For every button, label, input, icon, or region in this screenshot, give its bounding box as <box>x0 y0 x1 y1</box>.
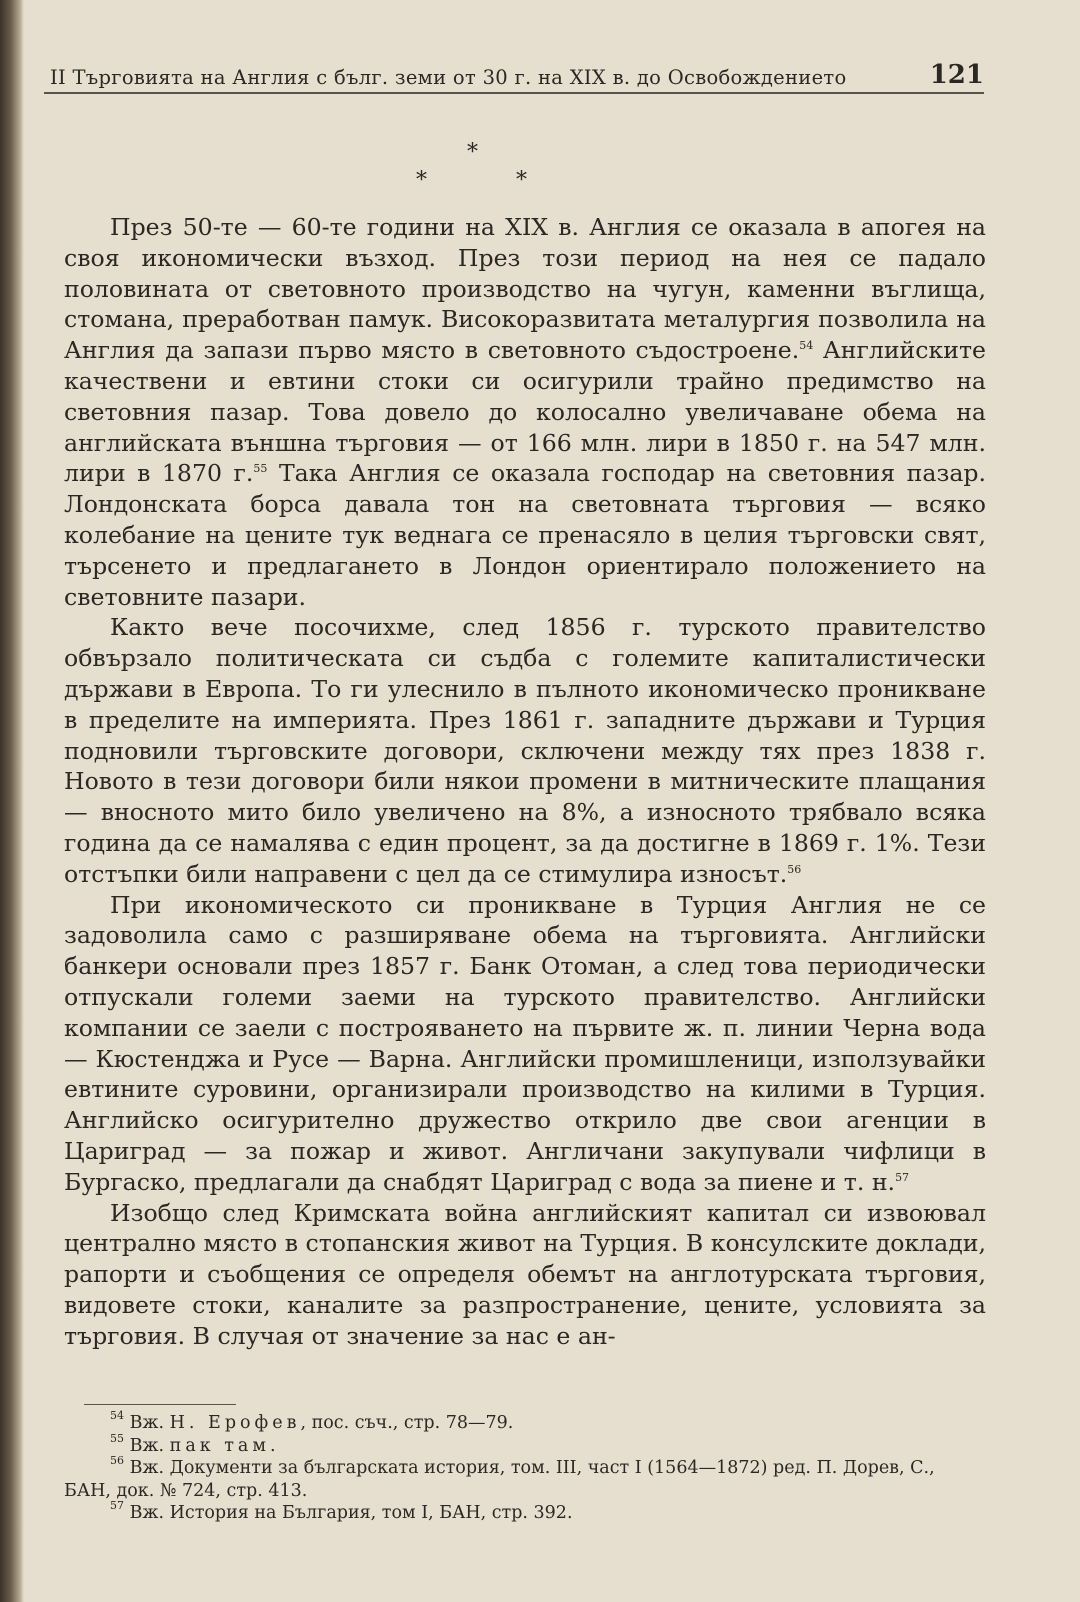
footnote-reference: 54 <box>799 339 814 353</box>
footnote-reference: 56 <box>787 862 802 876</box>
footnote-text: Вж. <box>124 1413 170 1433</box>
paragraph-text: През 50-те — 60-те години на XIX в. Англия се оказала в апогея на своя икономически възход. През този период на нея се падало половината от световното производство на чугун, каменни въглища, стомана, преработван памук. Високоразвитата металургия позволила на Англия да запази първо място в световното съдостроене. <box>64 213 986 365</box>
footnote-text: , пос. съч., стр. 78—79. <box>300 1413 514 1433</box>
footnote-spaced-text: пак там <box>169 1435 270 1456</box>
paragraph <box>64 212 986 612</box>
paragraph-text: При икономическото си проникване в Турция Англия не се задоволила само с разширяване обема на търговията. Английски банкери основали през 1857 г. Банк Отоман, а след това периодически отпускали големи заеми на турското правителство. Английски компании се заели с построяването на първите ж. п. линии Черна вода — Кюстенджа и Русе — Варна. Английски промишленици, използувайки евтините суровини, организирали производство на килими в Турция. Английско осигурително дружество открило две свои агенции в Цариград — за пожар и живот. Англичани закупували чифлици в Бургаско, предлагали да снабдят Цариград с вода за пиене и т. н. <box>64 890 986 1196</box>
footnote-text: Вж. Документи за българската история, том. III, част I (1564—1872) ред. П. Дорев, С., БАН, док. № 724, стр. 413. <box>64 1458 935 1501</box>
footnote-reference: 55 <box>253 462 268 476</box>
paragraph <box>64 890 986 1198</box>
footnote-text: Вж. <box>124 1435 170 1456</box>
footnote-text: . <box>269 1435 276 1456</box>
paragraph <box>64 1198 986 1352</box>
footnote-text: Вж. История на България, том I, БАН, стр. 392. <box>124 1503 573 1523</box>
asterisk-left: * <box>416 168 427 193</box>
footnote-55 <box>64 1431 986 1458</box>
footnote-number: 55 <box>110 1431 124 1445</box>
footnote-number: 54 <box>110 1409 124 1422</box>
footnote-reference: 57 <box>895 1170 910 1184</box>
paragraph-text: Изобщо след Кримската война английският капитал си извоювал централно място в стопанския живот на Турция. В консулските доклади, рапорти и съобщения се определя обемът на англотурската търговия, видовете стоки, каналите за разпространение, цените, условията за търговия. В случая от значение за нас е ан- <box>64 1198 986 1350</box>
body-text <box>64 212 986 1351</box>
paragraph <box>64 612 986 889</box>
asterisk-top: * <box>467 140 478 165</box>
footnote-57 <box>64 1499 986 1525</box>
paragraph-text: Английските качествени и евтини стоки си осигурили трайно предимство на световния пазар. Това довело до колосално увеличаване обема на английската външна търговия — от 166 млн. лири в 1850 г. на 547 млн. лири в 1870 г. <box>64 336 986 488</box>
running-head: II Търговията на Англия с бълг. земи от 30 г. на XIX в. до Освобождението <box>50 66 847 89</box>
page-number: 121 <box>929 60 984 90</box>
footnote-number: 57 <box>110 1499 124 1512</box>
footnote-number: 56 <box>110 1454 124 1467</box>
page-header <box>44 60 984 94</box>
book-spine-shadow <box>0 0 24 1602</box>
footnote-56 <box>64 1454 986 1502</box>
footnotes <box>64 1409 986 1525</box>
footnote-spaced-text: Н. Ерофев <box>169 1413 301 1433</box>
section-asterism <box>44 140 984 200</box>
paragraph-text: Както вече посочихме, след 1856 г. турското правителство обвързало политическата си съдба с големите капиталистически държави в Европа. То ги улеснило в пълното икономическо проникване в пределите на империята. През 1861 г. западните държави и Турция подновили търговските договори, сключени между тях през 1838 г. Новото в тези договори били някои промени в митническите плащания — вносното мито било увеличено на 8%, а износното трябвало всяка година да се намалява с един процент, за да достигне в 1869 г. 1%. Тези отстъпки били направени с цел да се стимулира износът. <box>64 613 986 888</box>
header-rule <box>44 92 984 94</box>
footnote-rule <box>84 1404 236 1405</box>
footnote-54 <box>64 1409 986 1435</box>
paragraph-text: Така Англия се оказала господар на световния пазар. Лондонската борса давала тон на световната търговия — всяко колебание на цените тук веднага се пренасяло в целия търговски свят, търсенето и предлагането в Лондон ориентирало положението на световните пазари. <box>64 459 987 611</box>
asterisk-right: * <box>516 168 527 193</box>
